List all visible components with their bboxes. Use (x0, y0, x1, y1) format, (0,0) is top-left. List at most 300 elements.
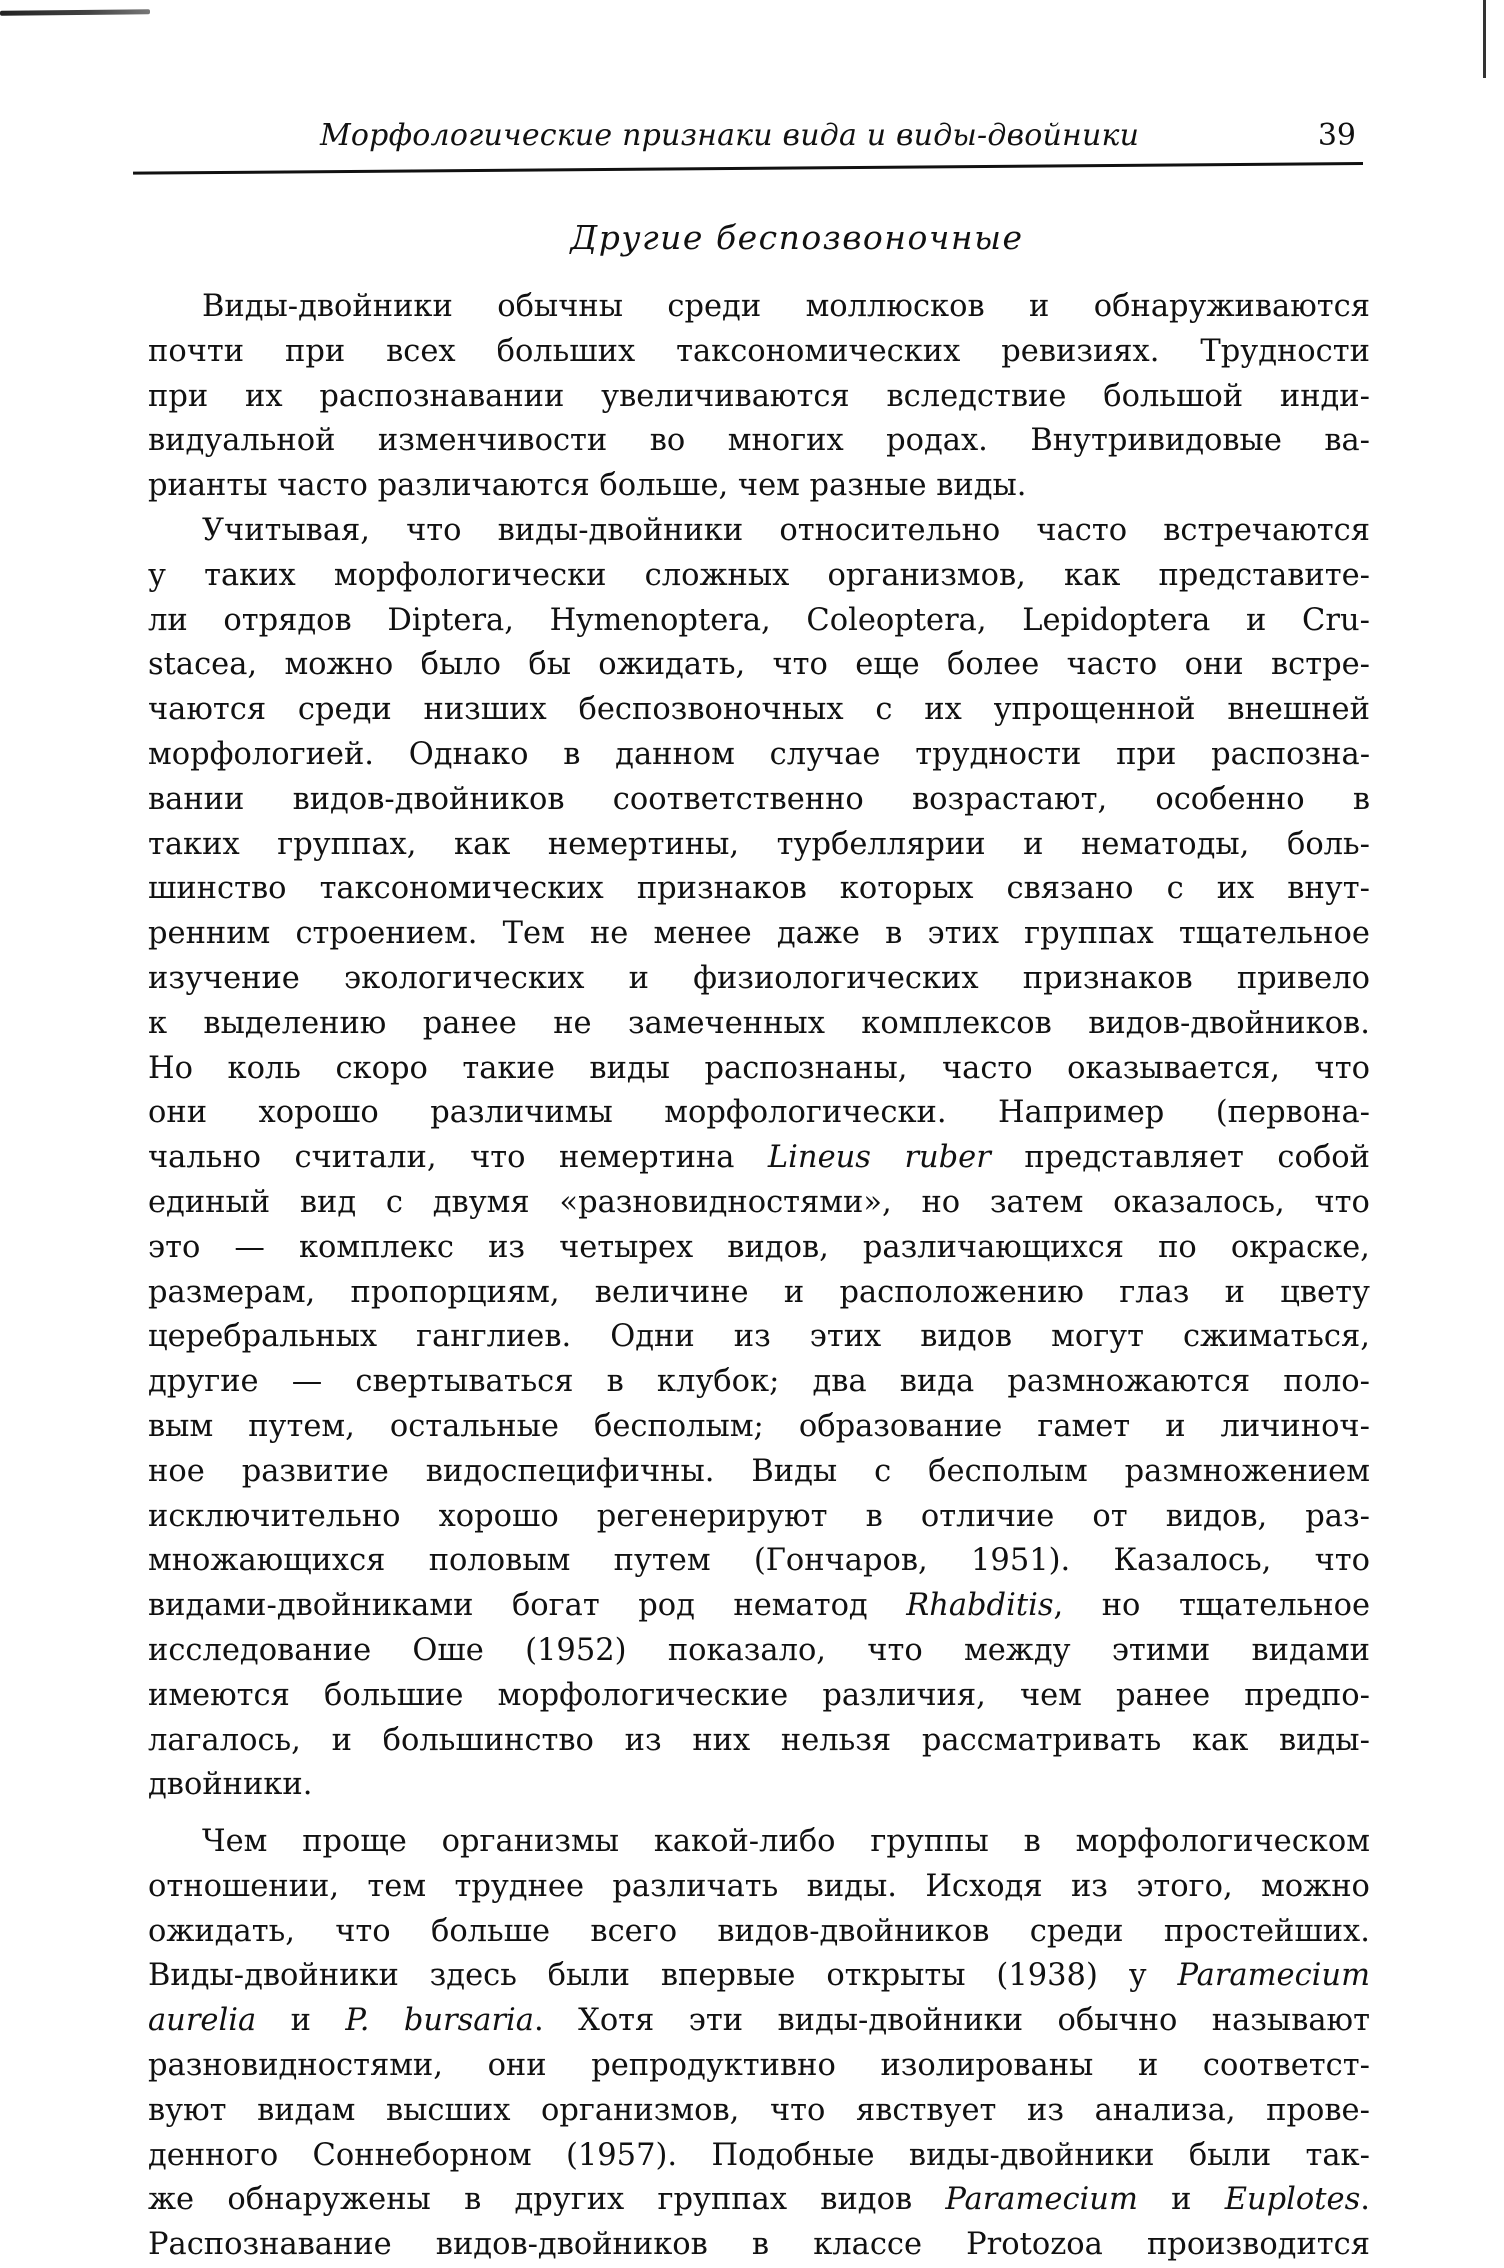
word: Чем (202, 1824, 268, 1860)
word: открыты (826, 1958, 966, 1994)
word: группах, (277, 826, 417, 862)
word (904, 1136, 990, 1181)
word: обнаруживаются (1093, 289, 1370, 324)
word: коль (227, 1050, 301, 1086)
word: в (1023, 1824, 1041, 1860)
word: (Гончаров, (753, 1543, 928, 1579)
word: распозна- (1211, 736, 1370, 772)
word: богат (511, 1588, 600, 1624)
word: признаков (636, 871, 807, 907)
word: между (963, 1632, 1071, 1668)
word: различать (612, 1868, 779, 1904)
text-segment: двойники. (148, 1767, 313, 1803)
word: Внутривидовые (1030, 423, 1282, 459)
word: у (148, 557, 166, 593)
word: виды-двойники (777, 2003, 1024, 2039)
word: (1957). (565, 2137, 678, 2173)
word: всего (590, 1913, 678, 1949)
text-line (148, 912, 1370, 957)
word: размерам, (148, 1274, 316, 1310)
text-line (148, 1865, 1370, 1910)
text-line (148, 1181, 1370, 1226)
word: внешней (1227, 692, 1370, 728)
word: видов-двойников (717, 1913, 990, 1949)
word: различимы (430, 1095, 613, 1131)
word: часто (1066, 647, 1158, 683)
word: и (1023, 826, 1044, 862)
word: хорошо (258, 1095, 379, 1131)
text-line (148, 1091, 1370, 1136)
word: во (649, 423, 686, 459)
word: анализа, (1094, 2092, 1236, 2128)
word: — (291, 1364, 323, 1400)
word: Распознавание (148, 2227, 392, 2263)
text-line (148, 1315, 1370, 1360)
word: большой (1103, 378, 1244, 414)
word: с (1166, 871, 1184, 907)
word: (1938) (996, 1958, 1098, 1994)
word: инди- (1279, 378, 1370, 414)
word: вида (899, 1364, 975, 1400)
word: денного (148, 2137, 279, 2173)
latin-name: Rhabditis (906, 1588, 1054, 1624)
word: высших (385, 2092, 511, 2128)
text-line (148, 1360, 1370, 1405)
word: шинство (148, 871, 287, 907)
word: другие (148, 1364, 259, 1400)
word: вуют (148, 2092, 227, 2128)
word: затем (989, 1184, 1084, 1220)
paragraph (148, 1820, 1370, 2268)
text-line (148, 1539, 1370, 1584)
word: два (812, 1364, 867, 1400)
word: комплексов (861, 1005, 1052, 1041)
word: показало, (667, 1632, 827, 1668)
word: Казалось, (1113, 1543, 1272, 1579)
word: путем (613, 1543, 711, 1579)
word: так- (1305, 2137, 1370, 2173)
word: бесполым (928, 1453, 1088, 1489)
word: Однако (408, 736, 529, 772)
word: и (1171, 2182, 1192, 2218)
word: низших (423, 692, 547, 728)
word: Соннеборном (312, 2137, 532, 2173)
word: часто (941, 1050, 1033, 1086)
word: двумя (432, 1184, 530, 1220)
word: Исходя (925, 1868, 1043, 1904)
page-number: 39 (1317, 118, 1356, 153)
word: нематоды, (1081, 826, 1250, 862)
word: что (335, 1913, 391, 1949)
text-line (148, 1954, 1370, 1999)
text-line (148, 1271, 1370, 1316)
word: виды-двойники (908, 2137, 1155, 2173)
latin-name: Lineus (767, 1140, 871, 1176)
word: тщательное (1178, 1588, 1370, 1624)
word: вым (148, 1408, 214, 1444)
word: ревизиях. (1001, 333, 1160, 369)
scan-artifact-top-left (0, 9, 150, 16)
word: что (1314, 1050, 1370, 1086)
word: но (1101, 1588, 1141, 1624)
word: что (867, 1632, 923, 1668)
word: видуальной (148, 423, 336, 459)
word: имеются (148, 1677, 290, 1713)
word: прове- (1266, 2092, 1370, 2128)
text-line (148, 1584, 1370, 1629)
word: что (1314, 1543, 1370, 1579)
word: таксономических (676, 333, 961, 369)
word: строением. (295, 916, 478, 952)
word: вид (299, 1184, 357, 1220)
word: Виды-двойники (148, 1958, 399, 1994)
text-line (148, 778, 1370, 823)
word: такие (462, 1050, 555, 1086)
word: группах (657, 2182, 788, 2218)
word: Protozoa (966, 2227, 1103, 2263)
word (148, 1999, 256, 2044)
word: «разновидностями», (559, 1184, 892, 1220)
word: от (1092, 1498, 1128, 1534)
word: других (514, 2182, 625, 2218)
word: проще (302, 1824, 407, 1860)
word: классе (813, 2227, 923, 2263)
word: могут (1051, 1319, 1144, 1355)
word: личиноч- (1220, 1408, 1370, 1444)
word: группах (1024, 916, 1154, 952)
word: что (470, 1140, 526, 1176)
word: и (1246, 602, 1267, 638)
word: внут- (1287, 871, 1370, 907)
word: видов, (1165, 1498, 1268, 1534)
word: боль- (1286, 826, 1370, 862)
word: отношении, (148, 1868, 340, 1904)
text-line (148, 1226, 1370, 1271)
word: чем (1019, 1677, 1082, 1713)
word: почти (148, 333, 245, 369)
word: как (1191, 1722, 1249, 1758)
word: скоро (335, 1050, 428, 1086)
word (768, 1136, 871, 1181)
word: в (885, 916, 903, 952)
word: морфологические (497, 1677, 789, 1713)
word: впервые (660, 1958, 796, 1994)
word (1178, 1954, 1370, 1999)
word: глаз (1119, 1274, 1190, 1310)
text-line (148, 1629, 1370, 1674)
word: изучение (148, 960, 300, 996)
word: их (924, 692, 962, 728)
text-line (148, 823, 1370, 868)
running-head (320, 118, 1360, 164)
word: организмы (441, 1824, 619, 1860)
word: гамет (1037, 1408, 1131, 1444)
word: stacea, (148, 647, 258, 683)
word: морфологически (333, 557, 607, 593)
word: даже (776, 916, 860, 952)
word: в (751, 2227, 770, 2263)
word: бесполым; (593, 1408, 764, 1444)
word: из (733, 1319, 771, 1355)
word: и (331, 1722, 352, 1758)
word: Хотя (578, 2003, 655, 2039)
word: репродуктивно (591, 2048, 836, 2084)
word: данном (615, 736, 735, 772)
word: морфологией. (148, 736, 374, 772)
word: ожидать, (148, 1913, 295, 1949)
word: и (1224, 1274, 1246, 1310)
word: турбеллярии (776, 826, 986, 862)
word: Тем (502, 916, 565, 952)
word: остальные (389, 1408, 559, 1444)
word: размножаются (1007, 1364, 1251, 1400)
word: единый (148, 1184, 271, 1220)
word: ганглиев. (416, 1319, 572, 1355)
word: что (1314, 1184, 1370, 1220)
word: немертины, (547, 826, 740, 862)
word: этого, (1136, 1868, 1233, 1904)
word: больше (430, 1913, 551, 1949)
word: поло- (1283, 1364, 1370, 1400)
word: большинство (382, 1722, 594, 1758)
word: предпо- (1244, 1677, 1370, 1713)
word: исключительно (148, 1498, 401, 1534)
word: Euplotes. (1224, 2182, 1370, 2218)
word: выделению (203, 1005, 387, 1041)
word: относительно (779, 512, 1001, 548)
word: большие (323, 1677, 464, 1713)
text-line (148, 643, 1370, 688)
latin-name: ruber (904, 1140, 991, 1176)
word: оказалось, (1113, 1184, 1285, 1220)
word: возрастают, (912, 781, 1108, 817)
word: чально (148, 1140, 262, 1176)
word: можно (1261, 1868, 1370, 1904)
word: этих (809, 1319, 882, 1355)
word: что (772, 647, 828, 683)
word: с (874, 1453, 892, 1489)
word: среди (667, 289, 762, 324)
word: эти (688, 2003, 744, 2039)
word: этих (927, 916, 999, 952)
text-line (148, 2178, 1370, 2223)
latin-name: Paramecium (1177, 1958, 1370, 1994)
word: Например (998, 1095, 1165, 1131)
word: тем (367, 1868, 427, 1904)
word: множающихся (148, 1543, 386, 1579)
word: и (1165, 1408, 1186, 1444)
text-line (148, 1047, 1370, 1092)
word: у (1128, 1958, 1147, 1994)
word: видами (1251, 1632, 1370, 1668)
paragraph (148, 509, 1370, 1808)
text-line (148, 2044, 1370, 2089)
word: рассматривать (921, 1722, 1162, 1758)
text-line (148, 733, 1370, 778)
word: образование (798, 1408, 1003, 1444)
word: при (285, 333, 346, 369)
word: более (947, 647, 1040, 683)
word: исследование (148, 1632, 372, 1668)
word: распознавании (319, 378, 565, 414)
word: таких (148, 826, 240, 862)
word: Hymenoptera, (549, 602, 771, 638)
text-line (148, 1450, 1370, 1495)
word: виды (589, 1050, 670, 1086)
word: изолированы (880, 2048, 1094, 2084)
word (345, 1999, 369, 2044)
word: изменчивости (377, 423, 608, 459)
word: к (148, 1005, 168, 1041)
word: цвету (1280, 1274, 1370, 1310)
word: собой (1277, 1140, 1370, 1176)
word: из (1027, 2092, 1064, 2128)
latin-name: bursaria (403, 2003, 534, 2039)
text-line (148, 509, 1370, 554)
latin-name: Paramecium (945, 2182, 1138, 2218)
text-line (148, 1405, 1370, 1450)
word: нельзя (780, 1722, 892, 1758)
word: свертываться (355, 1364, 574, 1400)
word: распознаны, (704, 1050, 908, 1086)
word: размножением (1124, 1453, 1370, 1489)
word: них (692, 1722, 751, 1758)
word: не (553, 1005, 592, 1041)
word: тщательное (1178, 916, 1370, 952)
word: нематод (733, 1588, 868, 1624)
word: видов-двойников. (1088, 1005, 1370, 1041)
word: простейших. (1163, 1913, 1370, 1949)
word: увеличиваются (601, 378, 850, 414)
word: различия, (822, 1677, 986, 1713)
word: развитие (241, 1453, 389, 1489)
word: в (464, 2182, 482, 2218)
word: ренним (148, 916, 271, 952)
word: и (783, 1274, 805, 1310)
word: как (454, 826, 511, 862)
word: комплекс (298, 1229, 454, 1265)
latin-name: P. (345, 2003, 370, 2039)
word: видов-двойников (435, 2227, 708, 2263)
word: отрядов (223, 602, 352, 638)
word: ва- (1324, 423, 1370, 459)
text-line (148, 599, 1370, 644)
word: обнаружены (227, 2182, 431, 2218)
text-line (148, 2089, 1370, 2134)
word: чаются (148, 692, 267, 728)
word: они (1184, 647, 1244, 683)
text-line (148, 1002, 1370, 1047)
word: разновидностями, (148, 2048, 443, 2084)
text-line (148, 285, 1370, 330)
word: можно (284, 647, 394, 683)
word: и (1029, 289, 1050, 324)
text-line (148, 1910, 1370, 1955)
word: всех (386, 333, 456, 369)
text-line (148, 554, 1370, 599)
word: обычно (1057, 2003, 1178, 2039)
word: группы (870, 1824, 989, 1860)
word: регенерируют (596, 1498, 828, 1534)
word: 1951). (971, 1543, 1071, 1579)
word: случае (769, 736, 881, 772)
word: и (628, 960, 649, 996)
word: четырех (559, 1229, 694, 1265)
word: при (1116, 736, 1177, 772)
text-line (148, 464, 1370, 509)
word: морфологическом (1075, 1824, 1370, 1860)
word: виды. (806, 1868, 897, 1904)
latin-name: aurelia (148, 2003, 257, 2039)
word: это (148, 1229, 201, 1265)
word: виды- (1279, 1722, 1370, 1758)
word: экологических (344, 960, 585, 996)
word: и (1137, 2048, 1159, 2084)
word: (1952) (525, 1632, 627, 1668)
word: хорошо (438, 1498, 559, 1534)
word: что (406, 512, 462, 548)
text-line (148, 1999, 1370, 2044)
text-line (148, 1674, 1370, 1719)
text-line (148, 1136, 1370, 1181)
word: еще (855, 647, 920, 683)
word: Трудности (1200, 333, 1370, 369)
word: их (1216, 871, 1255, 907)
word: беспозвоночных (578, 692, 844, 728)
word: Одни (610, 1319, 695, 1355)
word: ли (148, 602, 188, 638)
body-text (148, 285, 1370, 2268)
word: величине (594, 1274, 749, 1310)
text-line (148, 1763, 1370, 1808)
word: Lepidoptera (1022, 602, 1211, 638)
word: вании (148, 781, 245, 817)
text-line (148, 1495, 1370, 1540)
word: ранее (1116, 1677, 1211, 1713)
text-line (148, 2223, 1370, 2268)
word: в (563, 736, 581, 772)
word: Подобные (711, 2137, 875, 2173)
word: встре- (1270, 647, 1370, 683)
word: этими (1111, 1632, 1211, 1668)
word: из (624, 1722, 662, 1758)
word: организмов, (541, 2092, 740, 2128)
word: но (921, 1184, 961, 1220)
word: были (547, 1958, 631, 1994)
text-line (148, 375, 1370, 420)
word: замеченных (627, 1005, 825, 1041)
word: с (875, 692, 893, 728)
text-line (148, 867, 1370, 912)
word: труднее (454, 1868, 585, 1904)
word: (первона- (1215, 1095, 1370, 1131)
word: были (1188, 2137, 1272, 2173)
word: по (1158, 1229, 1197, 1265)
word: многих (727, 423, 844, 459)
paragraph (148, 285, 1370, 509)
word: связано (1006, 871, 1134, 907)
text-line (148, 1719, 1370, 1764)
word: в (606, 1364, 624, 1400)
word: расположению (839, 1274, 1084, 1310)
word: их (245, 378, 283, 414)
word: половым (428, 1543, 571, 1579)
word: представляет (1024, 1140, 1244, 1176)
latin-name: Euplotes (1224, 2182, 1361, 2218)
word: Coleoptera, (806, 602, 987, 638)
word: соответственно (612, 781, 864, 817)
word: ное (148, 1453, 205, 1489)
